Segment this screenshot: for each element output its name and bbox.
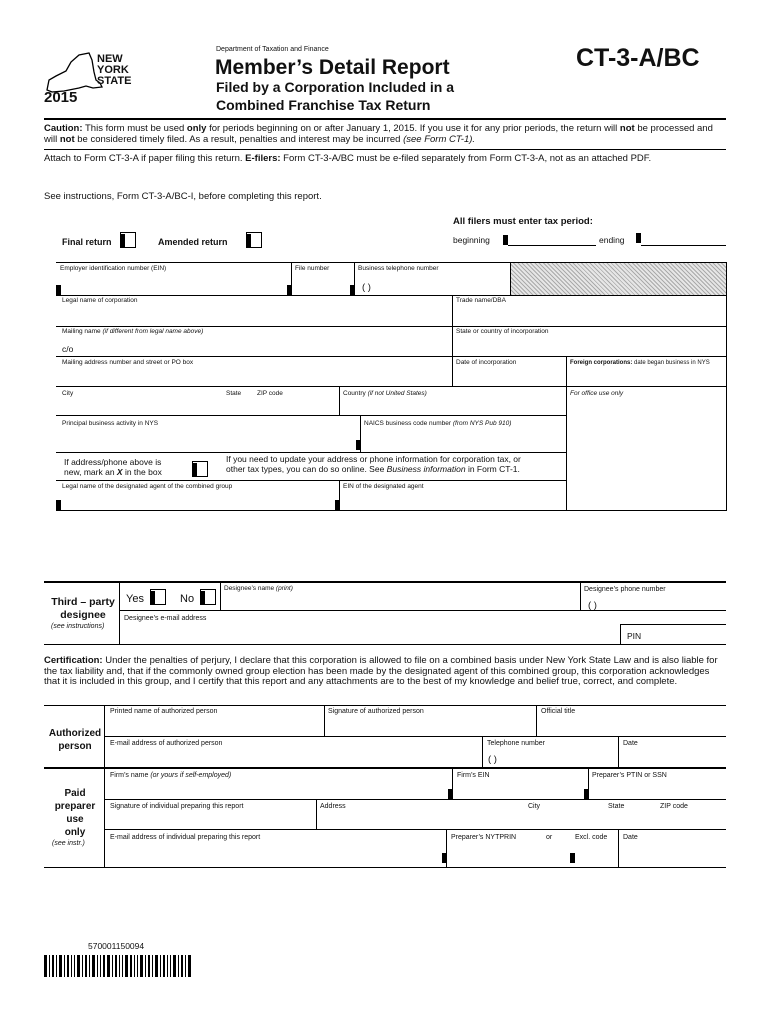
pin-divider xyxy=(620,624,621,644)
row1-rule xyxy=(56,295,726,296)
attach-text: Attach to Form CT-3-A if paper filing this return. E-filers: Form CT-3-A/BC must be e-filed separately from Form CT-3-A, not as an attached PDF. xyxy=(44,153,652,164)
mailing-name-field[interactable]: Mailing name (if different from legal name above) xyxy=(62,328,204,335)
third-party-label: Third – party designee xyxy=(51,596,115,622)
authorized-label-divider xyxy=(104,705,105,867)
preparer-date-field[interactable]: Date xyxy=(623,834,638,841)
page-subtitle-1: Filed by a Corporation Included in a xyxy=(216,79,455,95)
row5-divider-a xyxy=(339,386,340,415)
naics-marker xyxy=(356,440,361,450)
firm-ein-marker xyxy=(448,789,453,799)
auth-bottom-rule xyxy=(44,767,726,769)
form-year: 2015 xyxy=(44,89,78,106)
designee-mid-rule xyxy=(119,610,726,611)
naics-field[interactable]: NAICS business code number (from NYS Pub 910) xyxy=(364,420,512,427)
yes-label: Yes xyxy=(126,593,144,605)
agent-ein-marker xyxy=(335,500,340,510)
nytprin-marker xyxy=(442,853,447,863)
date-incorporation-field[interactable]: Date of incorporation xyxy=(456,359,517,366)
ending-input[interactable] xyxy=(641,245,726,246)
preparer-see-instructions: (see instr.) xyxy=(52,840,85,847)
third-party-see-instructions: (see instructions) xyxy=(51,623,105,630)
page-subtitle-2: Combined Franchise Tax Return xyxy=(216,97,431,113)
co-label: c/o xyxy=(62,344,74,354)
authorized-label: Authorized person xyxy=(48,728,102,752)
designee-phone-divider xyxy=(580,582,581,610)
certification-text: Certification: Under the penalties of perjury, I declare that this corporation is allowed to file on a combined basis under New York State Law and is also liable for the tax liability and, that if the commonly owned group election has been made by the designated agent of this combined group, this corporation acknowledges that it is included in this group, and I certify that this report and any attachments are to the best of my knowledge and belief true, correct, and complete. xyxy=(44,655,718,688)
auth-mid-rule xyxy=(104,736,726,737)
phone-marker xyxy=(350,285,355,295)
zip-field[interactable]: ZIP code xyxy=(257,390,283,397)
ending-marker xyxy=(636,233,641,243)
logo-line2: YORK xyxy=(97,64,129,76)
firm-ein-field[interactable]: Firm’s EIN xyxy=(457,772,490,779)
official-title-field[interactable]: Official title xyxy=(541,708,576,715)
row2-divider xyxy=(452,295,453,326)
ptin-field[interactable]: Preparer’s PTIN or SSN xyxy=(592,772,667,779)
country-field[interactable]: Country (if not United States) xyxy=(343,390,427,397)
authorized-top-rule xyxy=(44,705,726,706)
checkbox-marker xyxy=(121,234,125,247)
preparer-state-field[interactable]: State xyxy=(608,803,625,810)
business-phone-field[interactable]: Business telephone number xyxy=(358,265,439,272)
third-party-label-divider xyxy=(119,582,120,644)
designee-phone-parens: ( ) xyxy=(588,600,597,611)
agent-ein-field[interactable]: EIN of the designated agent xyxy=(343,483,424,490)
row4-rule xyxy=(56,386,726,387)
see-instructions-text: See instructions, Form CT-3-A/BC-I, before completing this report. xyxy=(44,191,322,202)
beginning-input[interactable] xyxy=(508,245,596,246)
no-label: No xyxy=(180,593,195,605)
barcode-number: 570001150094 xyxy=(88,941,145,951)
checkbox-marker xyxy=(193,463,197,476)
designee-name-field[interactable]: Designee’s name (print) xyxy=(224,585,293,592)
auth-divider-a xyxy=(324,705,325,736)
auth-email-field[interactable]: E-mail address of authorized person xyxy=(110,740,223,747)
row8-rule xyxy=(56,510,726,511)
prep-rule-1 xyxy=(104,799,726,800)
row5-rule xyxy=(56,415,567,416)
row2-rule xyxy=(56,326,726,327)
pin-field[interactable]: PIN xyxy=(627,631,642,641)
logo-line1: NEW xyxy=(97,53,123,65)
auth-divider-d xyxy=(618,736,619,767)
row4-divider-b xyxy=(566,356,567,386)
shaded-area xyxy=(510,263,726,295)
printed-name-field[interactable]: Printed name of authorized person xyxy=(110,708,218,715)
preparer-signature-field[interactable]: Signature of individual preparing this report xyxy=(110,803,244,810)
ein-field[interactable]: Employer identification number (EIN) xyxy=(60,265,167,272)
file-number-marker xyxy=(287,285,292,295)
left-edge-marker xyxy=(56,500,61,510)
amended-return-label: Amended return xyxy=(158,237,228,247)
office-use-label: For office use only xyxy=(570,390,624,397)
row3-divider xyxy=(452,326,453,357)
address-change-label: If address/phone above is new, mark an X in the box xyxy=(64,457,162,477)
telephone-parens: ( ) xyxy=(488,754,497,765)
header-rule xyxy=(44,118,726,120)
logo-line3: STATE xyxy=(97,75,132,87)
preparer-address-field[interactable]: Address xyxy=(320,803,346,810)
designee-divider xyxy=(220,582,221,610)
address-change-checkbox[interactable] xyxy=(192,461,208,477)
amended-return-checkbox[interactable] xyxy=(246,232,262,248)
city-field[interactable]: City xyxy=(62,390,74,397)
pin-top-rule xyxy=(620,624,726,625)
preparer-zip-field[interactable]: ZIP code xyxy=(660,803,688,810)
checkbox-marker xyxy=(247,234,251,247)
agent-name-field[interactable]: Legal name of the designated agent of the combined group xyxy=(62,483,233,490)
ein-marker xyxy=(56,285,61,295)
row6-rule xyxy=(56,452,567,453)
update-online-text: If you need to update your address or phone information for corporation tax, or other tax types, you can do so online. See Business information in Form CT-1. xyxy=(226,454,521,474)
or-label: or xyxy=(546,834,553,841)
barcode-icon xyxy=(44,955,194,977)
caution-text: Caution: This form must be used only for periods beginning on or after January 1, 2015. If you use it for any prior periods, the return will not be processed and will not be considered timely filed. As a result, penalties and interest may be incurred (see Form CT-1). xyxy=(44,123,713,146)
prep-divider-c xyxy=(316,799,317,829)
ptin-marker xyxy=(584,789,589,799)
final-return-label: Final return xyxy=(62,237,112,247)
excl-code-field[interactable]: Excl. code xyxy=(575,834,608,841)
state-field[interactable]: State xyxy=(226,390,242,397)
page-title: Member’s Detail Report xyxy=(215,56,450,79)
legal-name-field[interactable]: Legal name of corporation xyxy=(62,297,138,304)
preparer-email-field[interactable]: E-mail address of individual preparing this report xyxy=(110,834,261,841)
nytprin-field[interactable]: Preparer’s NYTPRIN xyxy=(451,834,517,841)
form-number: CT-3-A/BC xyxy=(576,44,700,72)
designee-email-field[interactable]: Designee’s e-mail address xyxy=(124,615,207,622)
prep-divider-e xyxy=(618,829,619,867)
all-filers-label: All filers must enter tax period: xyxy=(453,216,593,227)
business-phone-parens: ( ) xyxy=(362,282,371,293)
state-outline-icon xyxy=(44,50,104,94)
mailing-address-field[interactable]: Mailing address number and street or PO box xyxy=(62,359,194,366)
trade-name-field[interactable]: Trade name/DBA xyxy=(456,297,506,304)
telephone-field[interactable]: Telephone number xyxy=(487,740,545,747)
row5-divider-b xyxy=(566,386,567,415)
state-country-field[interactable]: State or country of incorporation xyxy=(456,328,549,335)
auth-divider-c xyxy=(482,736,483,767)
prep-bottom-rule xyxy=(44,867,726,868)
file-number-field[interactable]: File number xyxy=(295,265,330,272)
final-return-checkbox[interactable] xyxy=(120,232,136,248)
row4-divider-a xyxy=(452,356,453,386)
beginning-marker xyxy=(503,235,508,245)
auth-divider-b xyxy=(536,705,537,736)
preparer-label: Paid preparer use only xyxy=(54,788,96,838)
prep-rule-2 xyxy=(104,829,726,830)
auth-date-field[interactable]: Date xyxy=(623,740,638,747)
third-party-bottom-rule xyxy=(44,644,726,645)
designee-phone-field[interactable]: Designee’s phone number xyxy=(584,586,666,593)
beginning-label: beginning xyxy=(453,235,490,245)
firm-name-field[interactable]: Firm’s name (or yours if self-employed) xyxy=(110,772,232,779)
no-checkbox[interactable] xyxy=(200,589,216,605)
caution-divider xyxy=(44,149,726,150)
row6-divider-b xyxy=(566,415,567,452)
checkbox-marker xyxy=(201,591,205,604)
principal-activity-field[interactable]: Principal business activity in NYS xyxy=(62,420,159,427)
excl-code-marker xyxy=(570,853,575,863)
row7-divider xyxy=(566,452,567,510)
preparer-city-field[interactable]: City xyxy=(528,803,541,810)
foreign-corps-field[interactable]: Foreign corporations: date began business in NYS xyxy=(570,360,710,366)
third-party-top-rule xyxy=(44,581,726,583)
signature-field[interactable]: Signature of authorized person xyxy=(328,708,424,715)
department-name: Department of Taxation and Finance xyxy=(216,46,329,53)
row7-rule xyxy=(56,480,567,481)
ending-label: ending xyxy=(599,235,625,245)
yes-checkbox[interactable] xyxy=(150,589,166,605)
row3-rule xyxy=(56,356,726,357)
checkbox-marker xyxy=(151,591,155,604)
